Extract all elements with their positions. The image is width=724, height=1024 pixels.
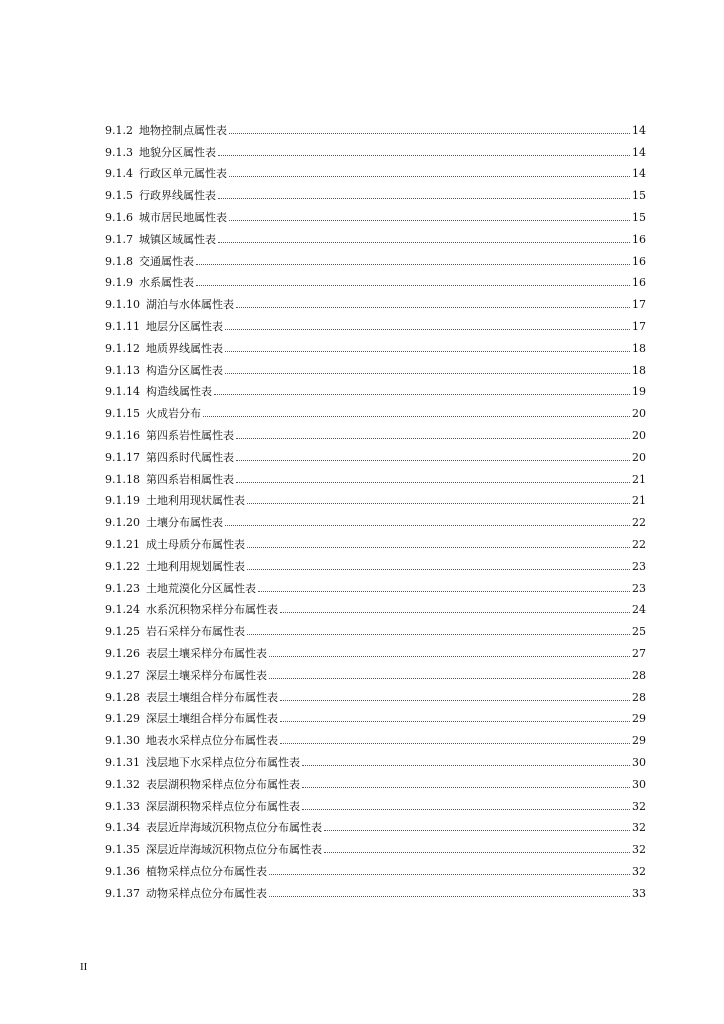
toc-entry-page: 30	[632, 755, 646, 769]
toc-dot-leader	[229, 220, 630, 221]
toc-entry[interactable]	[105, 855, 646, 877]
toc-entry[interactable]	[105, 114, 646, 136]
toc-entry-title: 火成岩分布	[146, 407, 201, 421]
toc-entry[interactable]	[105, 703, 646, 725]
toc-dot-leader	[214, 394, 630, 395]
toc-entry-title: 构造分区属性表	[146, 363, 223, 377]
toc-dot-leader	[280, 721, 630, 722]
toc-dot-leader	[280, 700, 630, 701]
toc-entry-page: 16	[632, 276, 646, 290]
toc-entry-page: 29	[632, 712, 646, 726]
toc-entry-number: 9.1.11	[105, 319, 140, 333]
toc-entry-title: 表层湖积物采样点位分布属性表	[146, 777, 300, 791]
toc-entry-title: 水系沉积物采样分布属性表	[146, 603, 278, 617]
toc-entry-page: 20	[632, 450, 646, 464]
toc-entry-number: 9.1.34	[105, 821, 140, 835]
toc-entry[interactable]	[105, 790, 646, 812]
toc-entry-page: 14	[632, 145, 646, 159]
toc-entry-number: 9.1.35	[105, 843, 140, 857]
toc-dot-leader	[225, 329, 630, 330]
toc-entry[interactable]	[105, 659, 646, 681]
toc-entry-page: 17	[632, 298, 646, 312]
toc-entry[interactable]	[105, 332, 646, 354]
toc-dot-leader	[269, 896, 630, 897]
toc-entry-title: 深层湖积物采样点位分布属性表	[146, 799, 300, 813]
toc-entry-number: 9.1.15	[105, 407, 140, 421]
toc-entry-page: 32	[632, 864, 646, 878]
toc-entry-number: 9.1.25	[105, 625, 140, 639]
toc-entry[interactable]	[105, 463, 646, 485]
toc-dot-leader	[269, 678, 630, 679]
toc-entry-number: 9.1.2	[105, 123, 133, 137]
toc-entry-page: 30	[632, 777, 646, 791]
toc-entry-page: 15	[632, 189, 646, 203]
toc-entry-page: 23	[632, 559, 646, 573]
toc-entry-number: 9.1.7	[105, 232, 133, 246]
toc-entry[interactable]	[105, 615, 646, 637]
toc-entry-number: 9.1.19	[105, 494, 140, 508]
toc-entry[interactable]	[105, 594, 646, 616]
toc-entry-number: 9.1.28	[105, 690, 140, 704]
toc-entry-title: 浅层地下水采样点位分布属性表	[146, 755, 300, 769]
toc-entry-title: 土地利用现状属性表	[146, 494, 245, 508]
toc-entry-title: 第四系时代属性表	[146, 450, 234, 464]
toc-dot-leader	[203, 416, 630, 417]
toc-entry-title: 第四系岩相属性表	[146, 472, 234, 486]
toc-dot-leader	[229, 176, 630, 177]
toc-entry[interactable]	[105, 136, 646, 158]
toc-entry[interactable]	[105, 245, 646, 267]
toc-entry[interactable]	[105, 310, 646, 332]
toc-dot-leader	[324, 830, 630, 831]
toc-entry[interactable]	[105, 288, 646, 310]
toc-entry-page: 28	[632, 690, 646, 704]
toc-entry-page: 32	[632, 843, 646, 857]
toc-dot-leader	[302, 765, 630, 766]
toc-entry[interactable]	[105, 572, 646, 594]
toc-dot-leader	[247, 569, 630, 570]
toc-entry-number: 9.1.32	[105, 777, 140, 791]
toc-entry-number: 9.1.10	[105, 298, 140, 312]
toc-entry-number: 9.1.13	[105, 363, 140, 377]
toc-entry[interactable]	[105, 528, 646, 550]
toc-entry-title: 地层分区属性表	[146, 319, 223, 333]
toc-entry-number: 9.1.17	[105, 450, 140, 464]
toc-entry-number: 9.1.3	[105, 145, 133, 159]
toc-dot-leader	[236, 482, 630, 483]
toc-entry[interactable]	[105, 267, 646, 289]
toc-entry-page: 16	[632, 232, 646, 246]
toc-entry-number: 9.1.33	[105, 799, 140, 813]
toc-entry-title: 深层土壤采样分布属性表	[146, 668, 267, 682]
toc-dot-leader	[269, 656, 630, 657]
toc-entry[interactable]	[105, 637, 646, 659]
toc-entry-page: 15	[632, 210, 646, 224]
toc-dot-leader	[229, 133, 630, 134]
toc-entry-title: 水系属性表	[139, 276, 194, 290]
toc-entry-number: 9.1.29	[105, 712, 140, 726]
toc-entry-page: 20	[632, 407, 646, 421]
toc-dot-leader	[247, 503, 630, 504]
toc-entry[interactable]	[105, 506, 646, 528]
toc-entry[interactable]	[105, 768, 646, 790]
toc-entry-page: 19	[632, 385, 646, 399]
toc-entry-number: 9.1.36	[105, 864, 140, 878]
toc-entry-page: 23	[632, 581, 646, 595]
toc-entry[interactable]	[105, 681, 646, 703]
toc-dot-leader	[269, 874, 630, 875]
toc-entry-title: 成土母质分布属性表	[146, 537, 245, 551]
toc-entry-number: 9.1.20	[105, 516, 140, 530]
toc-entry-title: 深层近岸海域沉积物点位分布属性表	[146, 843, 322, 857]
toc-dot-leader	[218, 155, 630, 156]
toc-entry-page: 27	[632, 646, 646, 660]
toc-entry-page: 25	[632, 625, 646, 639]
toc-entry[interactable]	[105, 877, 646, 899]
toc-dot-leader	[302, 787, 630, 788]
toc-entry-title: 湖泊与水体属性表	[146, 298, 234, 312]
toc-entry-title: 植物采样点位分布属性表	[146, 864, 267, 878]
page-number: II	[80, 961, 88, 973]
toc-entry-title: 行政界线属性表	[139, 189, 216, 203]
toc-entry-number: 9.1.24	[105, 603, 140, 617]
toc-entry[interactable]	[105, 179, 646, 201]
toc-entry-number: 9.1.21	[105, 537, 140, 551]
toc-entry-page: 16	[632, 254, 646, 268]
toc-dot-leader	[247, 547, 630, 548]
toc-entry-title: 城市居民地属性表	[139, 210, 227, 224]
toc-entry[interactable]	[105, 812, 646, 834]
toc-entry-title: 动物采样点位分布属性表	[146, 886, 267, 900]
toc-dot-leader	[218, 198, 630, 199]
toc-entry-title: 地貌分区属性表	[139, 145, 216, 159]
toc-entry[interactable]	[105, 550, 646, 572]
toc-entry-page: 14	[632, 167, 646, 181]
toc-dot-leader	[280, 743, 630, 744]
toc-entry-title: 岩石采样分布属性表	[146, 625, 245, 639]
toc-entry-page: 28	[632, 668, 646, 682]
toc-entry-title: 表层土壤组合样分布属性表	[146, 690, 278, 704]
toc-entry-number: 9.1.6	[105, 210, 133, 224]
toc-entry-page: 22	[632, 516, 646, 530]
toc-entry-title: 土地利用规划属性表	[146, 559, 245, 573]
toc-dot-leader	[236, 438, 630, 439]
toc-dot-leader	[218, 242, 630, 243]
toc-entry-number: 9.1.4	[105, 167, 133, 181]
toc-entry[interactable]	[105, 223, 646, 245]
toc-dot-leader	[302, 809, 630, 810]
toc-entry[interactable]	[105, 833, 646, 855]
toc-dot-leader	[247, 634, 630, 635]
toc-entry-title: 土地荒漠化分区属性表	[146, 581, 256, 595]
toc-dot-leader	[324, 852, 630, 853]
toc-entry[interactable]	[105, 441, 646, 463]
toc-entry-number: 9.1.8	[105, 254, 133, 268]
toc-entry-title: 土壤分布属性表	[146, 516, 223, 530]
toc-entry[interactable]	[105, 397, 646, 419]
toc-entry-title: 表层土壤采样分布属性表	[146, 646, 267, 660]
toc-dot-leader	[225, 373, 630, 374]
toc-entry-number: 9.1.37	[105, 886, 140, 900]
toc-entry-title: 第四系岩性属性表	[146, 428, 234, 442]
toc-entry-number: 9.1.18	[105, 472, 140, 486]
toc-entry-page: 33	[632, 886, 646, 900]
toc-entry-title: 地物控制点属性表	[139, 123, 227, 137]
toc-dot-leader	[225, 525, 630, 526]
toc-entry-title: 深层土壤组合样分布属性表	[146, 712, 278, 726]
toc-entry-page: 14	[632, 123, 646, 137]
toc-dot-leader	[280, 612, 630, 613]
toc-entry-page: 18	[632, 363, 646, 377]
toc-entry[interactable]	[105, 746, 646, 768]
toc-entry-title: 行政区单元属性表	[139, 167, 227, 181]
toc-entry-number: 9.1.23	[105, 581, 140, 595]
toc-entry[interactable]	[105, 158, 646, 180]
toc-entry-page: 32	[632, 799, 646, 813]
toc-entry-title: 表层近岸海域沉积物点位分布属性表	[146, 821, 322, 835]
toc-entry-title: 地表水采样点位分布属性表	[146, 734, 278, 748]
table-of-contents	[105, 114, 646, 899]
toc-dot-leader	[236, 307, 630, 308]
toc-entry-title: 地质界线属性表	[146, 341, 223, 355]
toc-entry-number: 9.1.12	[105, 341, 140, 355]
toc-entry-number: 9.1.22	[105, 559, 140, 573]
toc-entry-title: 构造线属性表	[146, 385, 212, 399]
toc-entry-number: 9.1.14	[105, 385, 140, 399]
toc-dot-leader	[236, 460, 630, 461]
toc-entry-page: 20	[632, 428, 646, 442]
toc-entry[interactable]	[105, 201, 646, 223]
toc-entry[interactable]	[105, 724, 646, 746]
toc-entry-page: 32	[632, 821, 646, 835]
toc-entry-number: 9.1.16	[105, 428, 140, 442]
toc-entry-number: 9.1.27	[105, 668, 140, 682]
toc-entry-title: 城镇区域属性表	[139, 232, 216, 246]
toc-entry[interactable]	[105, 419, 646, 441]
toc-dot-leader	[196, 264, 630, 265]
toc-entry[interactable]	[105, 485, 646, 507]
toc-entry-page: 18	[632, 341, 646, 355]
toc-entry-page: 17	[632, 319, 646, 333]
toc-entry-number: 9.1.31	[105, 755, 140, 769]
toc-entry-title: 交通属性表	[139, 254, 194, 268]
toc-entry-page: 22	[632, 537, 646, 551]
toc-dot-leader	[225, 351, 630, 352]
toc-dot-leader	[258, 591, 630, 592]
toc-entry-page: 21	[632, 494, 646, 508]
toc-entry-number: 9.1.26	[105, 646, 140, 660]
toc-entry-number: 9.1.9	[105, 276, 133, 290]
toc-entry-page: 24	[632, 603, 646, 617]
toc-entry-page: 21	[632, 472, 646, 486]
toc-entry-page: 29	[632, 734, 646, 748]
toc-entry[interactable]	[105, 376, 646, 398]
toc-entry-number: 9.1.30	[105, 734, 140, 748]
toc-entry-number: 9.1.5	[105, 189, 133, 203]
toc-entry[interactable]	[105, 354, 646, 376]
toc-dot-leader	[196, 285, 630, 286]
